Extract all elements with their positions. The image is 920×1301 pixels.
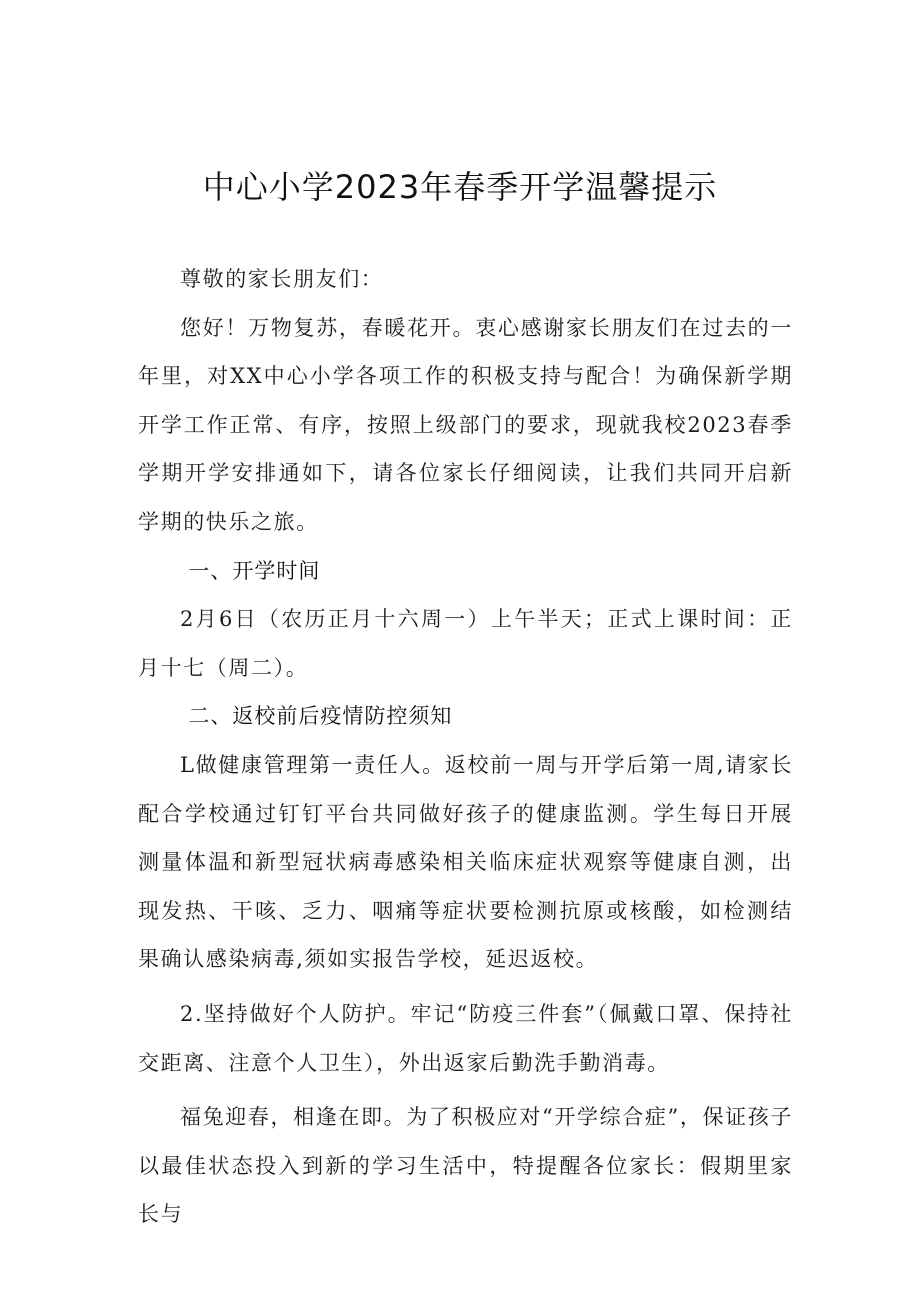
closing-paragraph: 福兔迎春，相逢在即。为了积极应对“开学综合症”，保证孩子以最佳状态投入到新的学习生活中，特提醒各位家长：假期里家长与	[138, 1105, 793, 1227]
section-2-item-1: L做健康管理第一责任人。返校前一周与开学后第一周,请家长配合学校通过钉钉平台共同做好孩子的健康监测。学生每日开展测量体温和新型冠状病毒感染相关临床症状观察等健康自测，出现发热、干咳、乏力、咽痛等症状要检测抗原或核酸，如检测结果确认感染病毒,须如实报告学校，延迟返校。	[138, 752, 793, 972]
document-body	[138, 255, 793, 1239]
section-2-item-2: 2.坚持做好个人防护。牢记“防疫三件套”（佩戴口罩、保持社交距离、注意个人卫生），外出返家后勤洗手勤消毒。	[138, 1001, 793, 1075]
section-2-heading: 二、返校前后疫情防控须知	[188, 704, 453, 729]
document-title: 中心小学2023年春季开学温馨提示	[202, 168, 718, 206]
section-1-heading: 一、开学时间	[188, 558, 321, 583]
section-1-paragraph: 2月6日（农历正月十六周一）上午半天；正式上课时间：正月十七（周二）。	[138, 607, 793, 680]
intro-paragraph: 您好！万物复苏，春暖花开。衷心感谢家长朋友们在过去的一年里，对XX中心小学各项工作的积极支持与配合！为确保新学期开学工作正常、有序，按照上级部门的要求，现就我校2023春季学期开学安排通如下，请各位家长仔细阅读，让我们共同开启新学期的快乐之旅。	[138, 315, 793, 534]
greeting-paragraph: 尊敬的家长朋友们：	[180, 267, 384, 291]
